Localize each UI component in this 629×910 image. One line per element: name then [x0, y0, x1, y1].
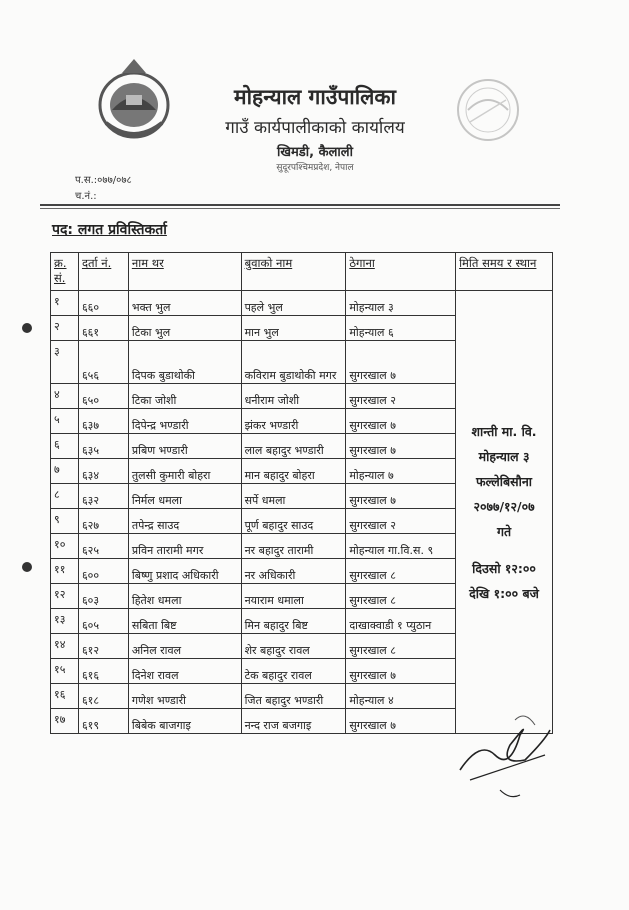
header-divider	[40, 204, 560, 206]
table-row: १ ६६० भक्त भुल पहले भुल मोहन्याल ३ शान्ती मा. वि. मोहन्याल ३ फल्लेबिसौना २०७७/१२/०७ गते दिउसो १२:०० देखि १:०० बजे	[51, 291, 553, 316]
exam-schedule-cell	[456, 291, 553, 734]
exam-time-end: देखि १:०० बजे	[469, 585, 539, 601]
header-sn: क्र. सं.	[51, 253, 79, 291]
table-row: १४ ६१२ अनिल रावल शेर बहादुर रावल सुगरखाल ८	[51, 634, 553, 659]
header-name: नाम थर	[128, 253, 241, 291]
table-row: ८ ६३२ निर्मल धमला सर्पे धमला सुगरखाल ७	[51, 484, 553, 509]
table-row: १० ६२५ प्रविन तारामी मगर नर बहादुर तारामी मोहन्याल गा.वि.स. ९	[51, 534, 553, 559]
exam-date: २०७७/१२/०७	[473, 498, 535, 514]
table-row: २ ६६१ टिका भुल मान भुल मोहन्याल ६	[51, 316, 553, 341]
table-row: १२ ६०३ हितेश धमला नयाराम धमाला सुगरखाल ८	[51, 584, 553, 609]
official-signature	[450, 700, 560, 810]
table-row: ९ ६२७ तपेन्द्र साउद पूर्ण बहादुर साउद सुगरखाल २	[51, 509, 553, 534]
table-row: ३ ६५६ दिपक बुडाथोकी कविराम बुडाथोकी मगर सुगरखाल ७	[51, 341, 553, 384]
office-province: सुदूरपश्चिमप्रदेश, नेपाल	[276, 163, 354, 173]
table-row: १७ ६१९ बिबेक बाजगाइ नन्द राज बजगाइ सुगरखाल ७	[51, 709, 553, 734]
punch-hole	[22, 562, 32, 572]
office-stamp	[448, 70, 528, 150]
table-row: ४ ६५० टिका जोशी धनीराम जोशी सुगरखाल २	[51, 384, 553, 409]
table-row: १६ ६१८ गणेश भण्डारी जित बहादुर भण्डारी मोहन्याल ४	[51, 684, 553, 709]
header-divider-thin	[40, 208, 560, 209]
header-date-time-venue: मिति समय र स्थान	[456, 253, 553, 291]
exam-venue-ward: मोहन्याल ३	[478, 448, 530, 464]
header-father-name: बुवाको नाम	[241, 253, 346, 291]
header-reg-no: दर्ता नं.	[78, 253, 128, 291]
candidate-table	[50, 252, 553, 734]
table-row: ७ ६३४ तुलसी कुमारी बोहरा मान बहादुर बोहरा मोहन्याल ७	[51, 459, 553, 484]
exam-venue: शान्ती मा. वि.	[471, 423, 537, 439]
office-location: खिमडी, कैलाली	[277, 145, 353, 160]
table-row: १३ ६०५ सबिता बिष्ट मिन बहादुर बिष्ट दाखाक्वाडी १ प्युठान	[51, 609, 553, 634]
municipality-name: मोहन्याल गाउँपालिका	[234, 85, 396, 109]
table-row: ६ ६३५ प्रबिण भण्डारी लाल बहादुर भण्डारी सुगरखाल ७	[51, 434, 553, 459]
table-row: १५ ६१६ दिनेश रावल टेक बहादुर रावल सुगरखाल ७	[51, 659, 553, 684]
office-name: गाउँ कार्यपालीकाको कार्यालय	[225, 118, 405, 138]
header-address: ठेगाना	[346, 253, 456, 291]
table-row: ५ ६३७ दिपेन्द्र भण्डारी झंकर भण्डारी सुगरखाल ७	[51, 409, 553, 434]
letter-number: प.स.:०७७/०७८	[75, 175, 132, 186]
dispatch-number: च.नं.:	[75, 191, 97, 202]
exam-time-start: दिउसो १२:००	[472, 560, 536, 576]
table-row: ११ ६०० बिष्णु प्रशाद अधिकारी नर अधिकारी सुगरखाल ८	[51, 559, 553, 584]
post-title: पद: लगत प्रविस्तिकर्ता	[52, 222, 167, 238]
exam-date-label: फल्लेबिसौना	[476, 473, 533, 489]
exam-date-suffix: गते	[496, 523, 512, 539]
punch-hole	[22, 323, 32, 333]
table-header-row	[51, 253, 553, 291]
